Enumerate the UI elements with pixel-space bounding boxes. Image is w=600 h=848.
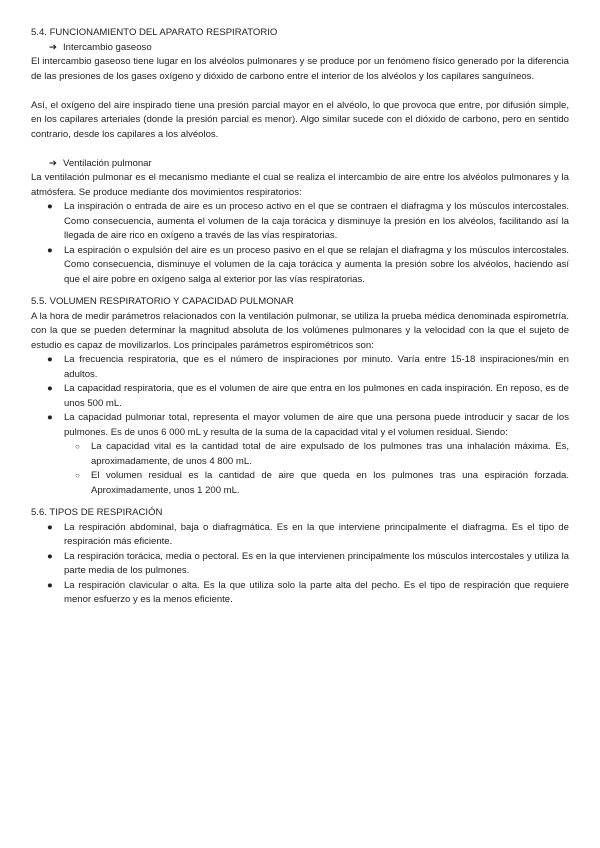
sub-list-item: [71, 440, 569, 469]
bullet-list: [31, 200, 569, 287]
list-item: [31, 244, 569, 288]
list-item: [31, 353, 569, 382]
bullet-list: [31, 521, 569, 608]
list-item: [31, 411, 569, 498]
list-item-text: La frecuencia respiratoria, que es el número de inspiraciones por minuto. Varía entre 15-18 inspiraciones/min en adultos.: [64, 354, 569, 380]
list-item: [31, 200, 569, 244]
list-item-text: La respiración torácica, media o pectoral. Es en la que intervienen principalmente los músculos intercostales y utiliza la parte media de los pulmones.: [64, 550, 569, 576]
list-item: [31, 521, 569, 550]
paragraph: El intercambio gaseoso tiene lugar en los alvéolos pulmonares y se produce por un fenómeno físico generado por la diferencia de las presiones de los gases oxígeno y dióxido de carbono entre el interior de los alvéolos y los capilares sanguíneos.: [31, 56, 569, 82]
list-item-text: La capacidad pulmonar total, representa el mayor volumen de aire que una persona puede introducir y sacar de los pulmones. Es de unos 6 000 mL y resulta de la suma de la capacidad vital y el volumen residual. Siendo:: [64, 412, 569, 438]
list-item-text: La espiración o expulsión del aire es un proceso pasivo en el que se relajan el diafragma y los músculos intercostales. Como consecuencia, disminuye el volumen de la caja torácica y aumenta la presión sobre los alvéolos, haciendo así que el aire pobre en oxígeno salga al exterior por las vías respiratorias.: [64, 244, 569, 285]
bullet-icon: ●: [47, 201, 53, 212]
bullet-icon: ●: [47, 244, 53, 256]
list-item-text: La respiración clavicular o alta. Es la que utiliza solo la parte alta del pecho. Es el tipo de respiración que requiere menor esfuerzo y es la menos eficiente.: [64, 579, 569, 605]
list-item: [31, 550, 569, 579]
list-item: [31, 382, 569, 411]
sub-list: [71, 440, 569, 498]
list-item-text: La capacidad respiratoria, que es el volumen de aire que entra en los pulmones en cada inspiración. En reposo, es de unos 500 mL.: [64, 383, 569, 409]
list-item-text: La inspiración o entrada de aire es un proceso activo en el que se contraen el diafragma y los músculos intercostales. Como consecuencia, aumenta el volumen de la caja torácica y disminuye la presión en los alvéolos, facilitando así la llegada de aire rico en oxígeno a través de las vías respiratorias.: [64, 201, 569, 241]
paragraph: A la hora de medir parámetros relacionados con la ventilación pulmonar, se utiliza la prueba médica denominada espirometría. con la que se pueden determinar la magnitud absoluta de los volúmenes pulmonares y la velocidad con la que el sujeto de estudio es capaz de movilizarlos. Los principales parámetros espirométricos son:: [31, 310, 569, 351]
paragraph: La ventilación pulmonar es el mecanismo mediante el cual se realiza el intercambio de aire entre los alvéolos pulmonares y la atmósfera. Se produce mediante dos movimientos respiratorios:: [31, 172, 569, 198]
bullet-icon: ●: [47, 521, 53, 533]
circle-bullet-icon: ○: [75, 471, 80, 480]
section-title-5-6: 5.6. TIPOS DE RESPIRACIÓN: [31, 507, 163, 518]
list-item: [31, 579, 569, 608]
arrow-icon: ➔: [49, 41, 57, 53]
sub-list-item-text: El volumen residual es la cantidad de aire que queda en los pulmones tras una espiración forzada. Aproximadamente, unos 1 200 mL.: [91, 470, 569, 496]
subheading-intercambio-gaseoso: [31, 41, 569, 56]
bullet-list: [31, 353, 569, 498]
paragraph: Así, el oxígeno del aire inspirado tiene una presión parcial mayor en el alvéolo, lo que provoca que entre, por difusión simple, en los capilares arteriales (donde la presión parcial es menor). Algo similar sucede con el dióxido de carbono, pero en sentido contrario, desde los capilares a los alvéolos.: [31, 99, 569, 140]
subheading-ventilacion-pulmonar: [31, 157, 569, 172]
subheading-label: Intercambio gaseoso: [63, 41, 152, 53]
subheading-label: Ventilación pulmonar: [63, 157, 152, 169]
bullet-icon: ●: [47, 354, 53, 365]
section-title-5-5: 5.5. VOLUMEN RESPIRATORIO Y CAPACIDAD PULMONAR: [31, 296, 294, 307]
bullet-icon: ●: [47, 412, 53, 423]
sub-list-item-text: La capacidad vital es la cantidad total de aire expulsado de los pulmones tras una inhalación máxima. Es, aproximadamente, de unos 4 800 mL.: [91, 441, 569, 467]
list-item-text: La respiración abdominal, baja o diafragmática. Es en la que interviene principalmente el diafragma. Es el tipo de respiración más eficiente.: [64, 521, 569, 547]
circle-bullet-icon: ○: [75, 442, 80, 451]
bullet-icon: ●: [47, 383, 53, 394]
section-title-5-4: 5.4. FUNCIONAMIENTO DEL APARATO RESPIRATORIO: [31, 27, 278, 38]
sub-list-item: [71, 469, 569, 498]
bullet-icon: ●: [47, 550, 53, 562]
arrow-icon: ➔: [49, 157, 57, 169]
bullet-icon: ●: [47, 579, 53, 591]
